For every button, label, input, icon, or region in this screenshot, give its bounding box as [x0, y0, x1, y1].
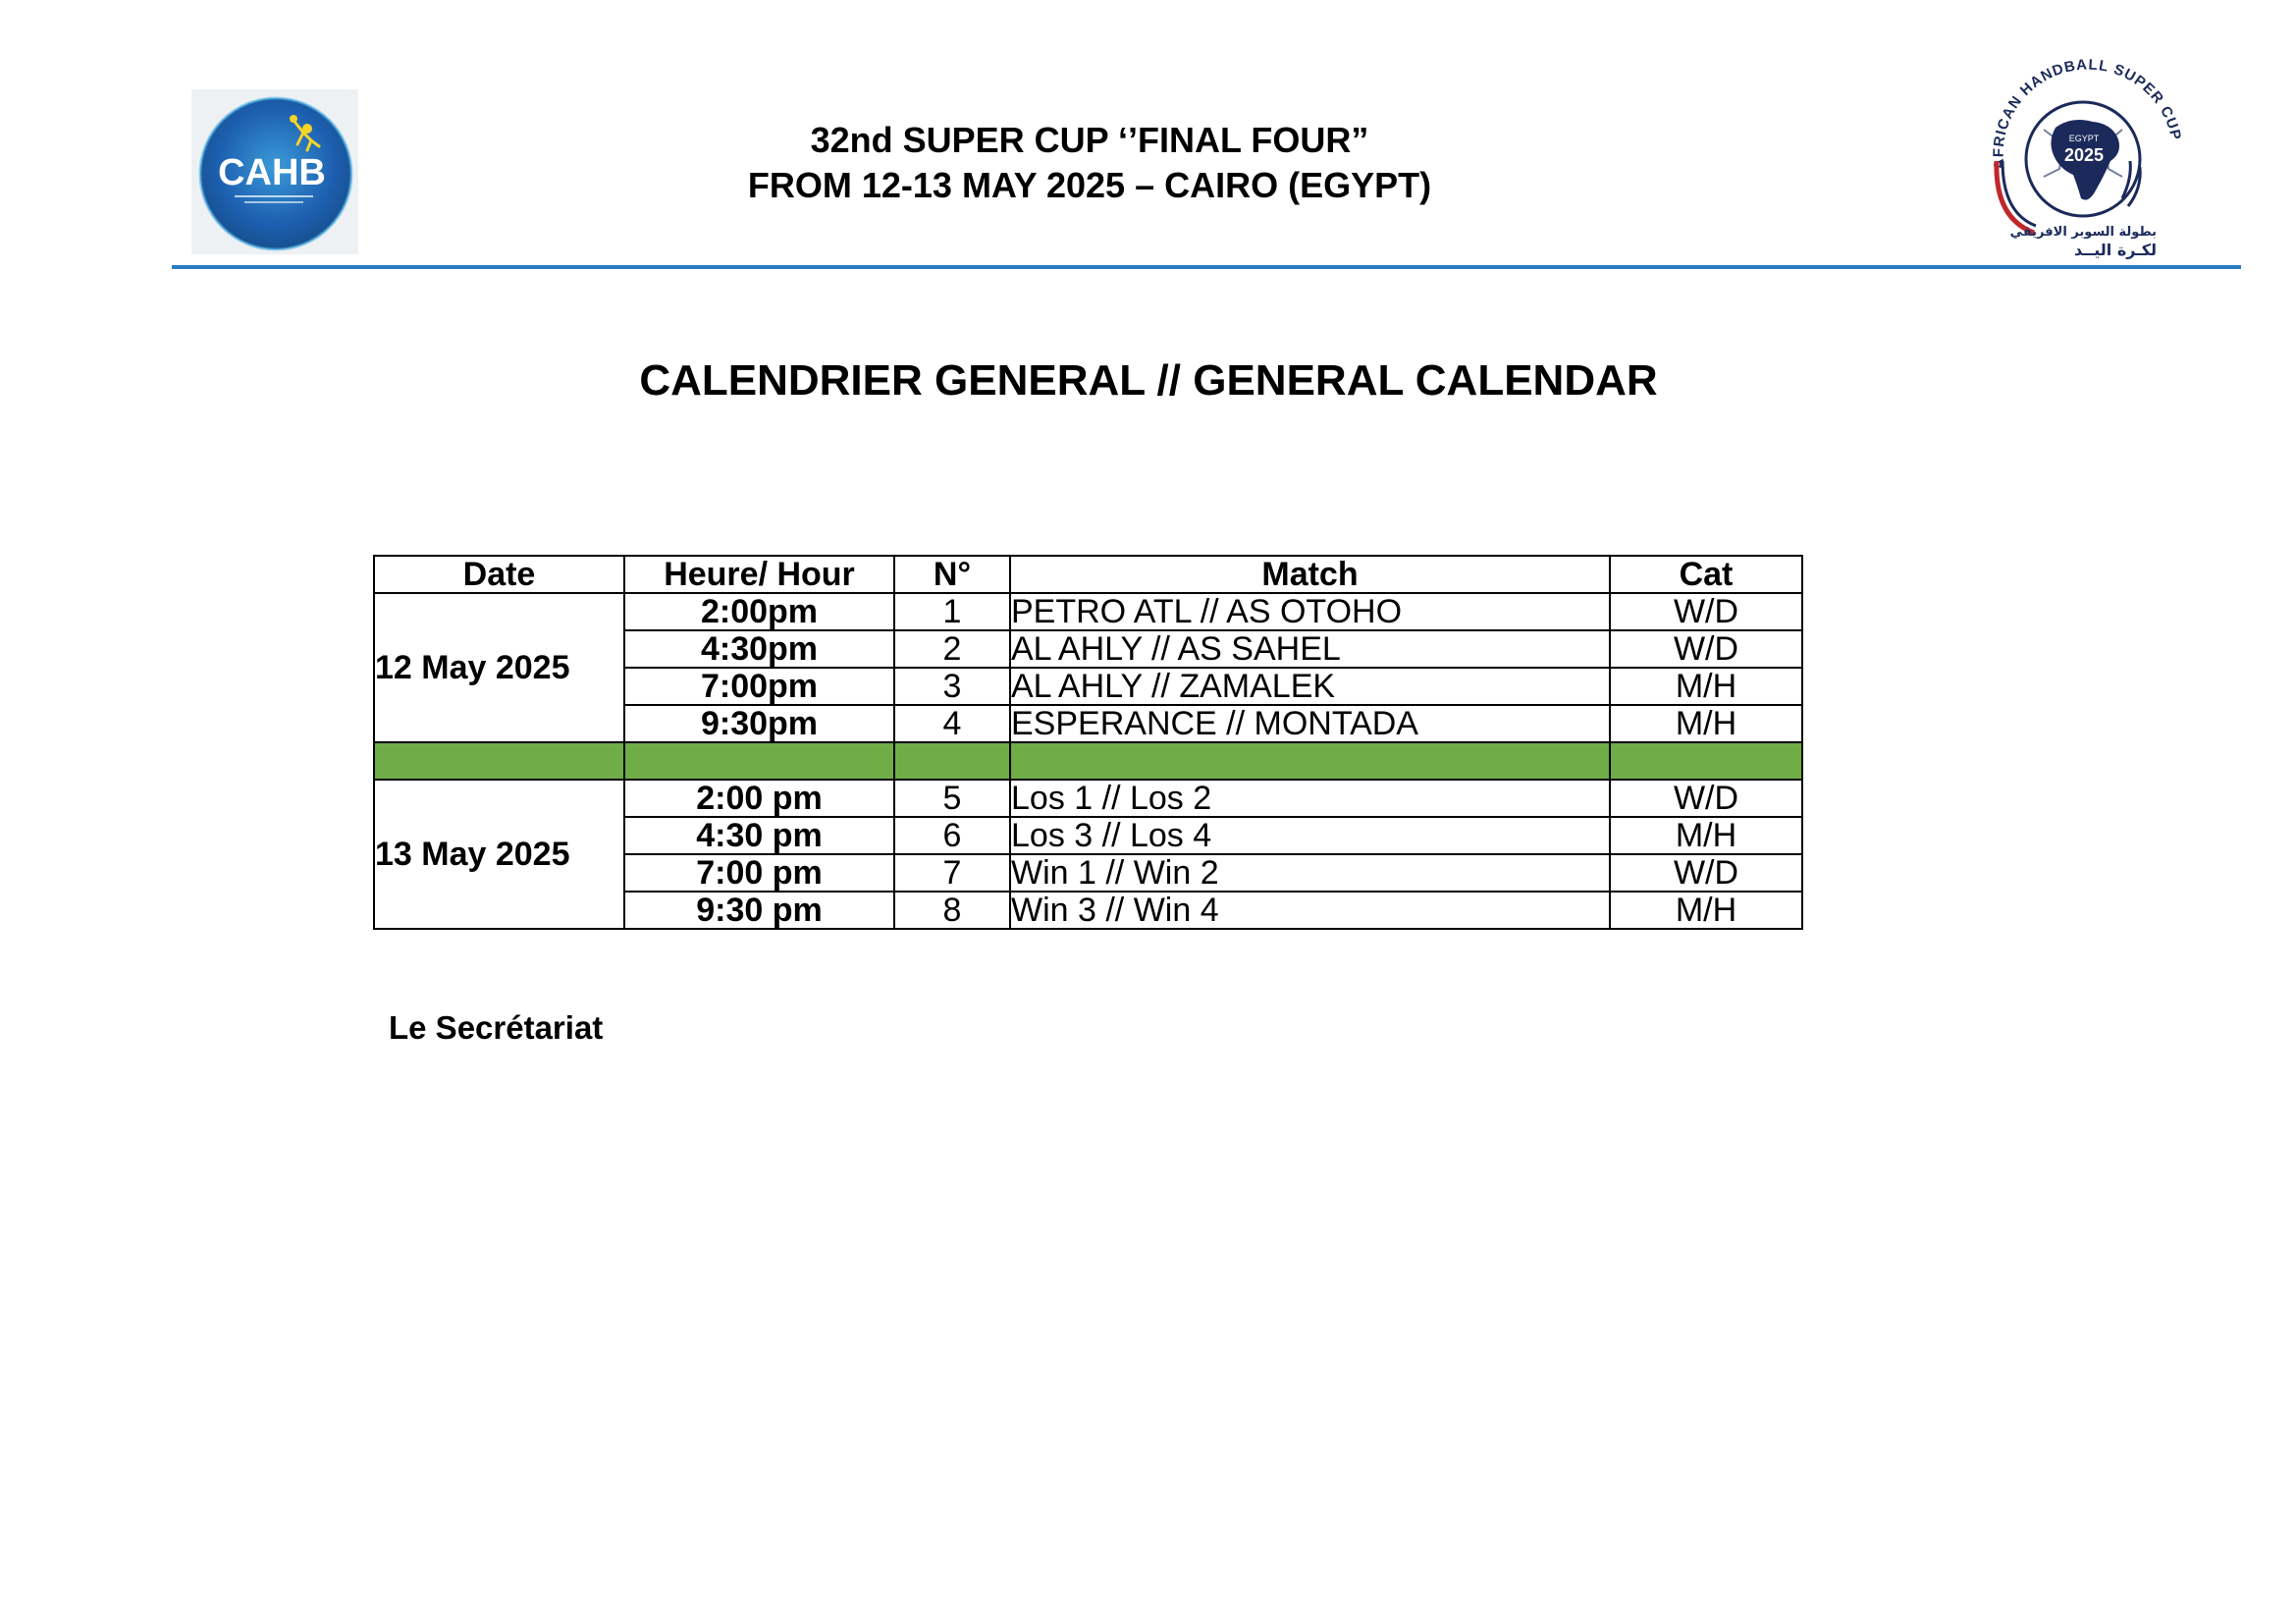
column-header-date: Date: [374, 556, 624, 593]
cahb-logo-text: CAHB: [218, 152, 326, 193]
column-header-hour: Heure/ Hour: [624, 556, 894, 593]
header-divider: [172, 265, 2241, 269]
match-teams: Los 3 // Los 4: [1010, 817, 1610, 854]
match-number: 3: [894, 668, 1010, 705]
table-header-row: [374, 556, 1802, 593]
match-category: M/H: [1610, 668, 1802, 705]
match-hour: 4:30pm: [624, 630, 894, 668]
match-teams: AL AHLY // AS SAHEL: [1010, 630, 1610, 668]
logo-arabic-line2: لكـرة اليــد: [2074, 241, 2157, 259]
match-number: 2: [894, 630, 1010, 668]
match-teams: Win 1 // Win 2: [1010, 854, 1610, 892]
match-hour: 7:00pm: [624, 668, 894, 705]
header-title-line2: FROM 12-13 MAY 2025 – CAIRO (EGYPT): [747, 165, 1432, 205]
match-hour: 2:00pm: [624, 593, 894, 630]
logo-arabic-line1: بطولة السوبر الافريقي: [2009, 225, 2157, 240]
match-teams: PETRO ATL // AS OTOHO: [1010, 593, 1610, 630]
match-teams: Win 3 // Win 4: [1010, 892, 1610, 929]
column-header-category: Cat: [1610, 556, 1802, 593]
match-number: 7: [894, 854, 1010, 892]
separator-cell: [894, 742, 1010, 780]
day-separator-row: [374, 742, 1802, 780]
match-teams: AL AHLY // ZAMALEK: [1010, 668, 1610, 705]
day-date: 12 May 2025: [374, 593, 624, 742]
match-number: 8: [894, 892, 1010, 929]
day-date: 13 May 2025: [374, 780, 624, 929]
table-row: [374, 593, 1802, 630]
calendar-title: CALENDRIER GENERAL // GENERAL CALENDAR: [639, 356, 1658, 405]
match-hour: 7:00 pm: [624, 854, 894, 892]
match-hour: 2:00 pm: [624, 780, 894, 817]
column-header-match: Match: [1010, 556, 1610, 593]
match-number: 1: [894, 593, 1010, 630]
match-teams: Los 1 // Los 2: [1010, 780, 1610, 817]
super-cup-logo-icon: [1975, 51, 2195, 262]
separator-cell: [624, 742, 894, 780]
match-hour: 9:30pm: [624, 705, 894, 742]
logo-year: 2025: [2063, 145, 2105, 165]
super-cup-logo: [1975, 51, 2195, 262]
signature: Le Secrétariat: [389, 1009, 604, 1046]
match-category: M/H: [1610, 705, 1802, 742]
table-row: [374, 780, 1802, 817]
logo-arc-text: AFRICAN HANDBALL SUPER CUP: [1990, 56, 2185, 171]
match-hour: 9:30 pm: [624, 892, 894, 929]
match-category: W/D: [1610, 780, 1802, 817]
match-category: W/D: [1610, 854, 1802, 892]
separator-cell: [374, 742, 624, 780]
match-hour: 4:30 pm: [624, 817, 894, 854]
logo-country: EGYPT: [2068, 134, 2100, 143]
match-category: M/H: [1610, 892, 1802, 929]
separator-cell: [1010, 742, 1610, 780]
match-category: W/D: [1610, 630, 1802, 668]
match-category: W/D: [1610, 593, 1802, 630]
cahb-logo: [191, 89, 358, 254]
match-number: 6: [894, 817, 1010, 854]
calendar-table: [373, 555, 1803, 930]
match-category: M/H: [1610, 817, 1802, 854]
match-teams: ESPERANCE // MONTADA: [1010, 705, 1610, 742]
match-number: 4: [894, 705, 1010, 742]
column-header-number: N°: [894, 556, 1010, 593]
cahb-logo-icon: [191, 89, 358, 254]
separator-cell: [1610, 742, 1802, 780]
header-title-line1: 32nd SUPER CUP ‘’FINAL FOUR”: [810, 120, 1369, 160]
match-number: 5: [894, 780, 1010, 817]
